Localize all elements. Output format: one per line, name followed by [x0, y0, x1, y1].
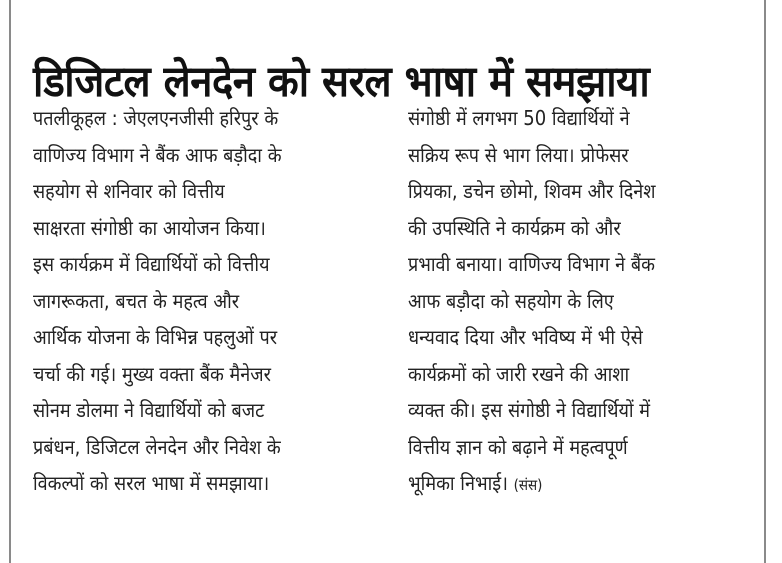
text-line: की उपस्थिति ने कार्यक्रम को और	[408, 215, 621, 240]
text-line: सक्रिय रूप से भाग लिया। प्रोफेसर	[408, 142, 629, 167]
text-line: चर्चा की गई। मुख्य वक्ता बैंक मैनेजर	[33, 361, 272, 386]
text-line: विकल्पों को सरल भाषा में समझाया।	[33, 471, 270, 495]
text-line: सोनम डोलमा ने विद्यार्थियों को बजट	[33, 398, 265, 422]
text-line: संगोष्ठी में लगभग 50 विद्यार्थियों ने	[408, 106, 630, 130]
text-line: धन्यवाद दिया और भविष्य में भी ऐसे	[408, 325, 643, 349]
text-line-last	[408, 465, 719, 502]
text-line: आर्थिक योजना के विभिन्न पहलुओं पर	[33, 325, 278, 349]
text-line: वाणिज्य विभाग ने बैंक आफ बड़ौदा के	[33, 142, 282, 167]
article-column-left	[33, 100, 378, 502]
text-line: प्रभावी बनाया। वाणिज्य विभाग ने बैंक	[408, 252, 655, 276]
left-border-rule	[9, 0, 11, 563]
text-line: जागरूकता, बचत के महत्व और	[33, 288, 240, 313]
right-border-rule	[764, 0, 766, 563]
text-line: व्यक्त की। इस संगोष्ठी ने विद्यार्थियों में	[408, 398, 651, 422]
article-headline: डिजिटल लेनदेन को सरल भाषा में समझाया	[33, 56, 650, 107]
source-credit: (संस)	[513, 476, 543, 494]
text-line: आफ बड़ौदा को सहयोग के लिए	[408, 288, 614, 313]
article-column-right	[408, 100, 753, 502]
text-line: इस कार्यक्रम में विद्यार्थियों को वित्तीय	[33, 252, 270, 276]
text-line: वित्तीय ज्ञान को बढ़ाने में महत्वपूर्ण	[408, 434, 628, 459]
text-line: सहयोग से शनिवार को वित्तीय	[33, 179, 225, 203]
text-line: साक्षरता संगोष्ठी का आयोजन किया।	[33, 215, 266, 240]
text-line: कार्यक्रमों को जारी रखने की आशा	[408, 361, 630, 386]
closing-text: भूमिका निभाई।	[408, 471, 508, 495]
text-line: पतलीकूहल : जेएलएनजीसी हरिपुर के	[33, 106, 279, 130]
text-line: प्रबंधन, डिजिटल लेनदेन और निवेश के	[33, 434, 281, 459]
text-line: प्रियका, डचेन छोमो, शिवम और दिनेश	[408, 179, 656, 203]
